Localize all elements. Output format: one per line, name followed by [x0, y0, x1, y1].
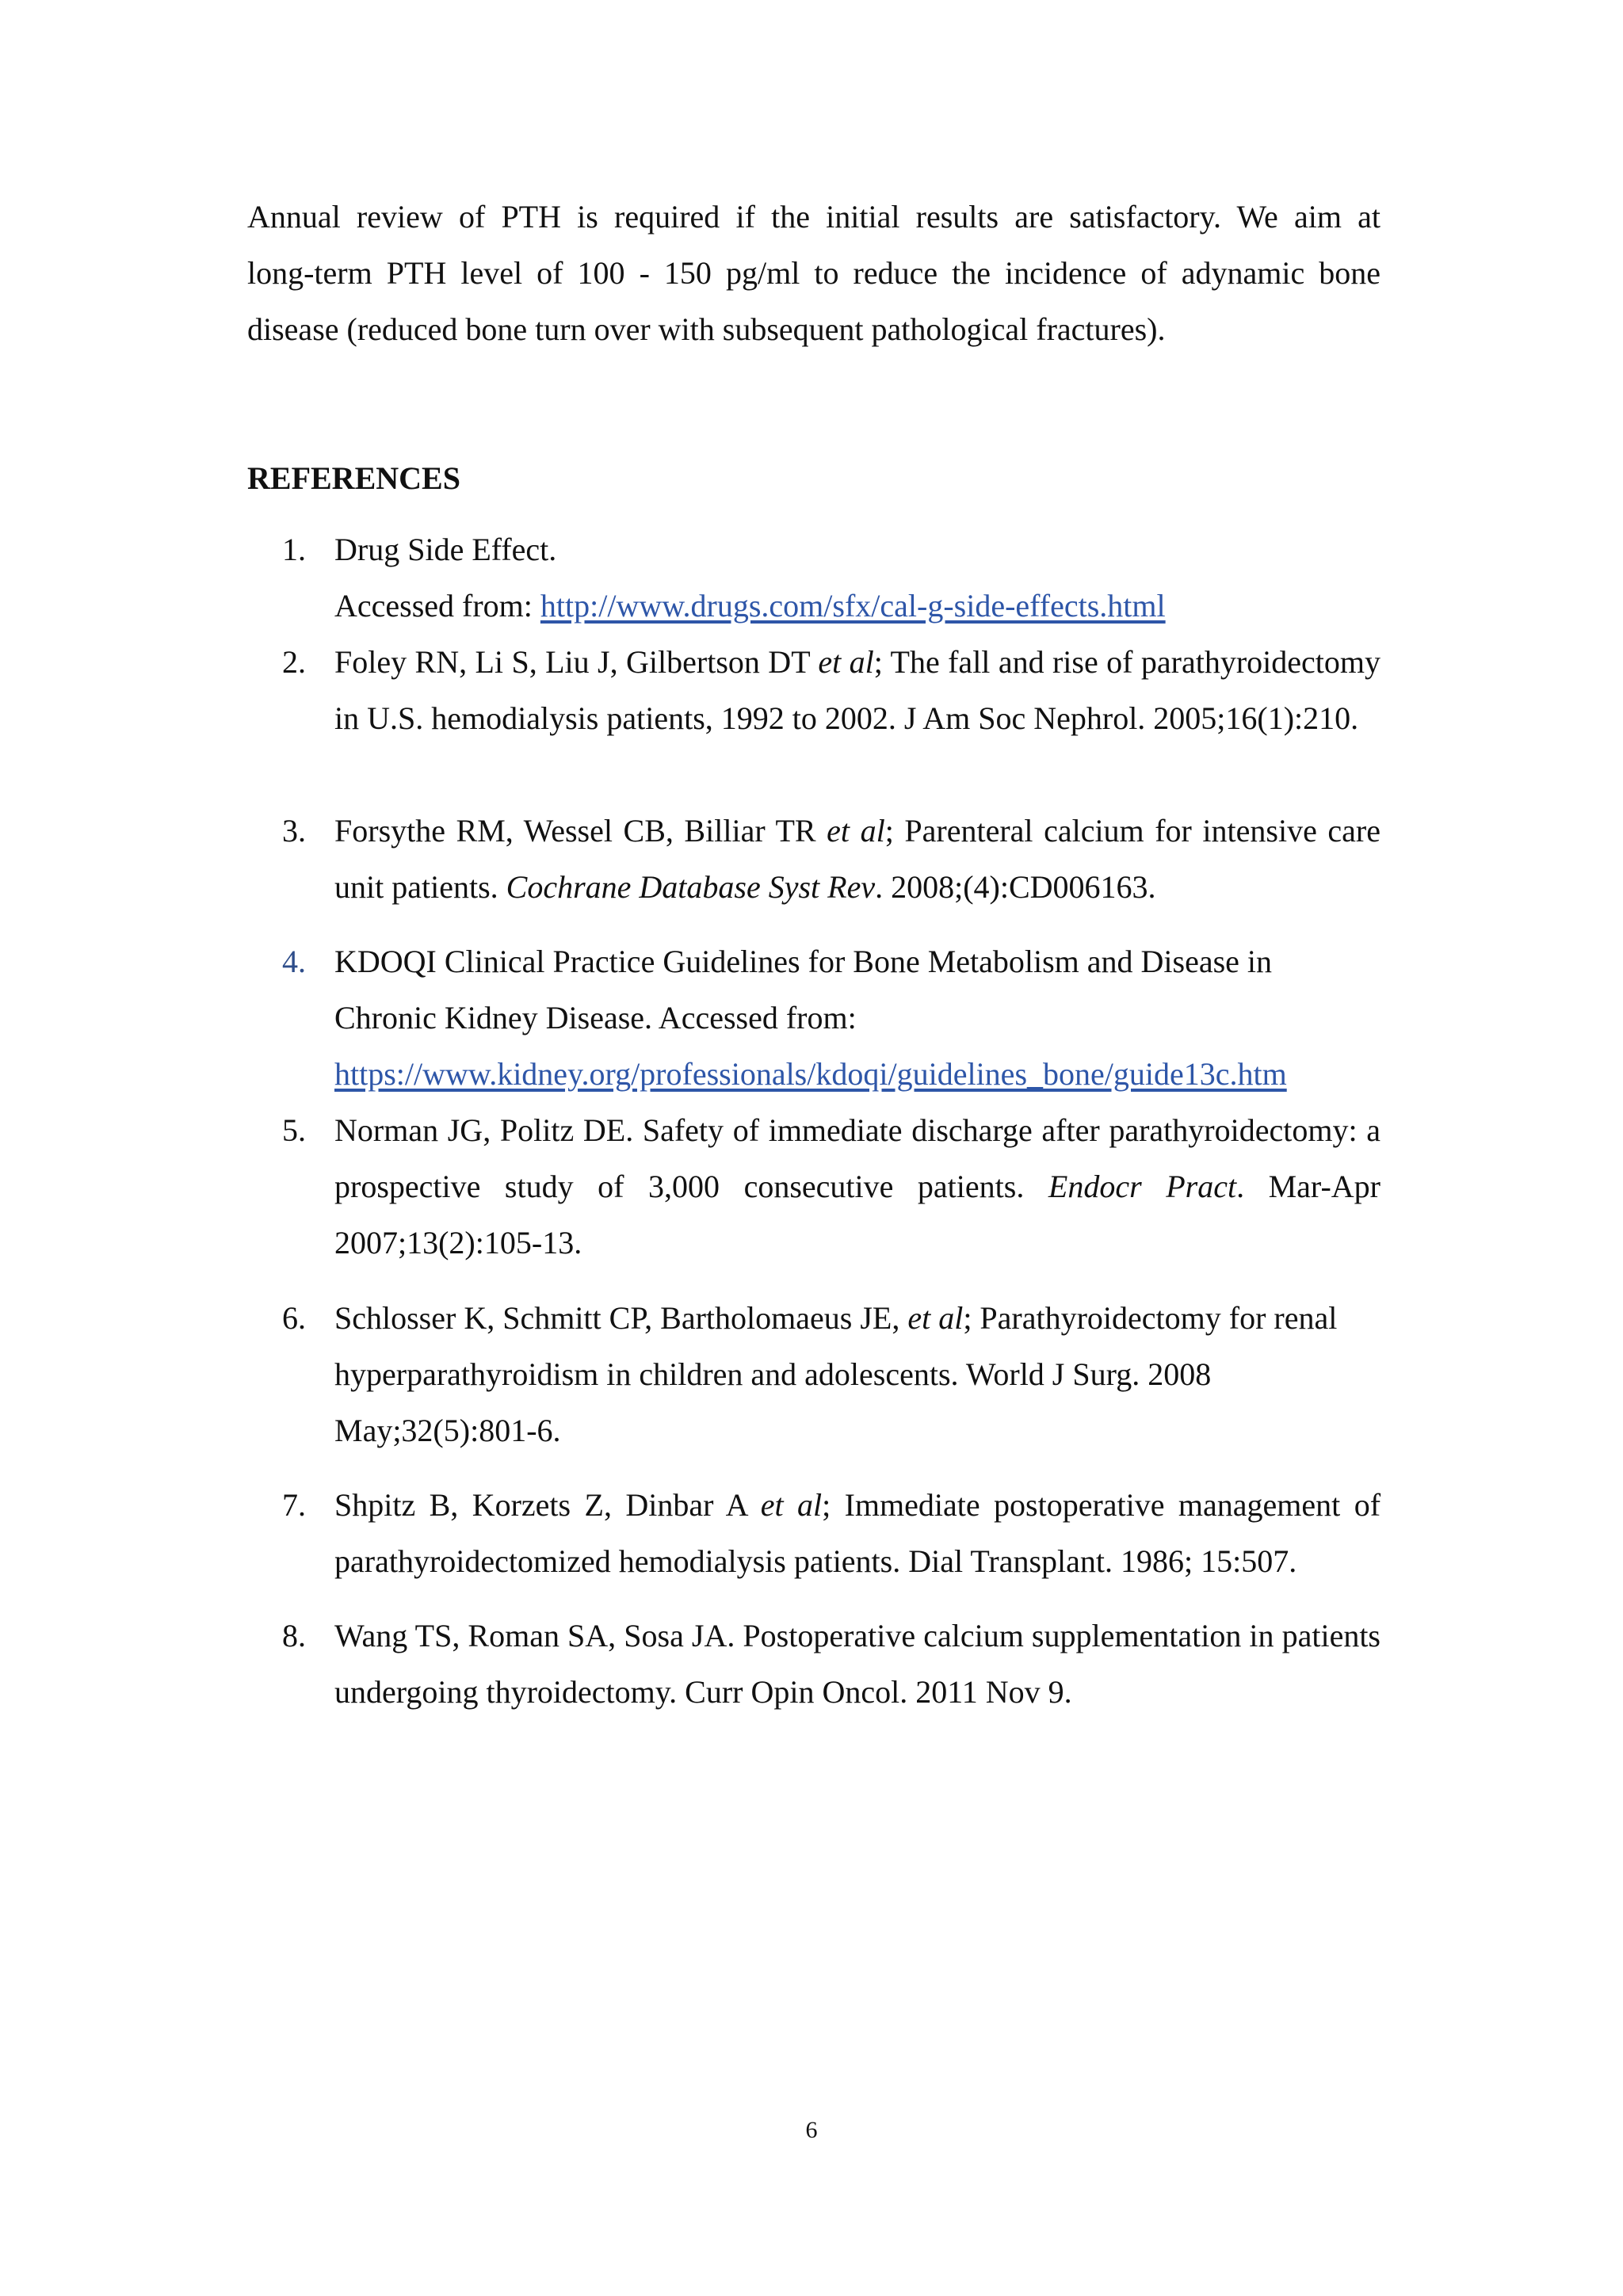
reference-text — [334, 933, 1381, 1102]
accessed-label: Accessed from: — [334, 588, 540, 624]
reference-text: Wang TS, Roman SA, Sosa JA. Postoperative calcium supplementation in patients undergoing thyroidectomy. Curr Opin Oncol. 2011 Nov 9. — [334, 1618, 1381, 1710]
et-al-italic: et al — [827, 813, 885, 849]
intro-line: long-term PTH level of 100 - 150 pg/ml to reduce the incidence of adynamic bone — [247, 255, 1381, 291]
journal-italic: Cochrane Database Syst Rev — [506, 869, 876, 905]
reference-title: Chronic Kidney Disease. Accessed from: — [334, 1000, 857, 1035]
et-al-italic: et al — [907, 1300, 964, 1336]
references-heading: REFERENCES — [247, 460, 460, 496]
reference-text — [334, 1290, 1365, 1459]
reference-access — [334, 578, 1381, 634]
reference-body: Norman JG, Politz DE. Safety of immediate discharge after parathyroidectomy: a prospective study of 3,000 consecutive patients. — [334, 1112, 1381, 1204]
reference-item — [247, 634, 1381, 746]
reference-body: ; The fall and rise of parathyroidectomy in U.S. hemodialysis patients, 1992 to 2002. J Am Soc Nephrol. 2005;16(1):210. — [334, 644, 1381, 736]
reference-citation: . 2008;(4):CD006163. — [875, 869, 1156, 905]
reference-title: KDOQI Clinical Practice Guidelines for Bone Metabolism and Disease in — [334, 944, 1273, 979]
et-al-italic: et al — [818, 644, 874, 680]
intro-paragraph — [247, 189, 1381, 357]
reference-item — [247, 1290, 1381, 1459]
reference-authors: Shpitz B, Korzets Z, Dinbar A — [334, 1487, 761, 1523]
reference-number: 3. — [282, 813, 306, 849]
page-number: 6 — [805, 2117, 818, 2143]
journal-italic: Endocr Pract — [1048, 1169, 1237, 1204]
reference-item — [247, 1102, 1381, 1271]
reference-body: ; Parenteral calcium for intensive care unit patients. — [334, 813, 1381, 905]
reference-link[interactable]: http://www.drugs.com/sfx/cal-g-side-effects.html — [540, 588, 1166, 624]
reference-body: ; Parathyroidectomy for renal hyperparathyroidism in children and adolescents. World J Surg. 2008 May;32(5):801-6. — [334, 1300, 1338, 1448]
reference-item — [247, 933, 1381, 1102]
reference-number: 4. — [282, 944, 306, 979]
reference-body: ; Immediate postoperative management of parathyroidectomized hemodialysis patients. Dial Transplant. 1986; 15:507. — [334, 1487, 1381, 1579]
reference-link[interactable]: https://www.kidney.org/professionals/kdoqi/guidelines_bone/guide13c.htm — [334, 1056, 1287, 1092]
reference-text — [334, 1102, 1381, 1271]
reference-citation: . Mar-Apr 2007;13(2):105-13. — [334, 1169, 1381, 1261]
reference-text — [334, 1477, 1381, 1589]
intro-line: disease (reduced bone turn over with subsequent pathological fractures). — [247, 311, 1166, 347]
reference-number: 8. — [282, 1618, 306, 1653]
reference-item — [247, 1477, 1381, 1589]
reference-number: 6. — [282, 1300, 306, 1336]
reference-text — [334, 634, 1381, 746]
reference-item — [247, 521, 1381, 634]
reference-text — [334, 521, 1381, 634]
et-al-italic: et al — [760, 1487, 823, 1523]
reference-item — [247, 1608, 1381, 1720]
reference-title: Drug Side Effect. — [334, 532, 557, 567]
reference-authors: Schlosser K, Schmitt CP, Bartholomaeus JE, — [334, 1300, 908, 1336]
reference-authors: Forsythe RM, Wessel CB, Billiar TR — [334, 813, 827, 849]
reference-number: 7. — [282, 1487, 306, 1523]
reference-authors: Foley RN, Li S, Liu J, Gilbertson DT — [334, 644, 819, 680]
reference-number: 1. — [282, 532, 306, 567]
intro-line: Annual review of PTH is required if the initial results are satisfactory. We aim at — [247, 199, 1381, 235]
reference-number: 5. — [282, 1112, 306, 1148]
reference-number: 2. — [282, 644, 306, 680]
reference-item — [247, 803, 1381, 915]
reference-text — [334, 803, 1381, 915]
